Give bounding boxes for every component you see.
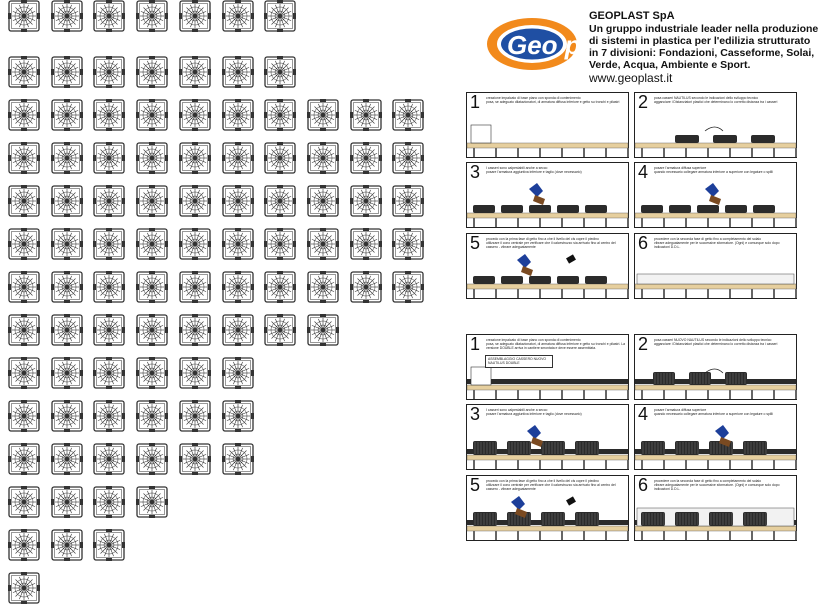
formwork-tile — [93, 56, 125, 88]
step-line-2: quando necessario collegare armatura inferiore a superiore con legature o spilli — [654, 170, 773, 175]
formwork-tile — [350, 271, 382, 303]
formwork-tile — [8, 271, 40, 303]
step-line-2: posare l'armatura aggiuntiva inferiore e taglio (dove necessario) — [486, 170, 582, 175]
formwork-tile — [51, 400, 83, 432]
step-number: 6 — [638, 475, 649, 495]
step-panel-2-1 — [466, 334, 629, 400]
formwork-tile — [51, 0, 83, 30]
step-number: 3 — [470, 404, 481, 424]
formwork-tile — [8, 99, 40, 131]
formwork-tile — [179, 400, 211, 432]
formwork-tile — [93, 0, 125, 30]
formwork-tile — [8, 357, 40, 389]
formwork-tile — [307, 99, 339, 131]
step-line-2: posa, se adeguato dilatazionatori, di armatura diffusa inferiore e getto su tronchi e pilastri — [486, 100, 620, 105]
formwork-tile — [350, 185, 382, 217]
geoplast-logo — [485, 14, 626, 74]
formwork-tile — [222, 443, 254, 475]
formwork-tile — [307, 185, 339, 217]
step-line-2: vibrare adeguatamente per le successive sformature. (Ogni) e comunque solo dopo indicazioni D.D.L. — [654, 241, 780, 250]
formwork-tile — [8, 142, 40, 174]
website-link[interactable]: www.geoplast.it — [589, 71, 673, 85]
formwork-tile — [136, 271, 168, 303]
step-line-1: I casseri sono calpestabili anche a secco — [486, 408, 548, 412]
formwork-tile — [222, 142, 254, 174]
formwork-tile — [179, 443, 211, 475]
formwork-tile — [136, 185, 168, 217]
step-illustration — [635, 183, 796, 234]
step-panel-1-3 — [466, 162, 629, 228]
step-instructions — [654, 479, 794, 492]
formwork-tile — [136, 357, 168, 389]
tagline-line-2: di sistemi in plastica per l'edilizia strutturato — [589, 35, 811, 47]
formwork-tile — [8, 0, 40, 30]
step-illustration — [467, 496, 628, 547]
step-panel-2-5 — [466, 475, 629, 541]
formwork-tile — [392, 99, 424, 131]
step-instructions — [654, 96, 794, 104]
logo-g-text: Geo plast — [507, 30, 626, 60]
step-instructions — [654, 166, 794, 174]
formwork-tile — [51, 271, 83, 303]
formwork-tile — [8, 572, 40, 604]
formwork-tile — [222, 56, 254, 88]
step-line-1: posare l'armatura diffusa superiore — [654, 408, 707, 412]
step-instructions — [654, 408, 794, 416]
formwork-tile — [93, 529, 125, 561]
step-illustration — [635, 425, 796, 476]
formwork-tile — [93, 357, 125, 389]
step-line-1: creazione impalcato di base piano con sponda di contenimento — [486, 338, 581, 342]
step-line-2: utilizzare il cono centrale per verificare che il calcestruzzo sia arrivato fino al centro del cassero - vibrare adeguatamente — [486, 241, 616, 250]
formwork-tile — [136, 142, 168, 174]
step-illustration — [635, 496, 796, 547]
step-line-1: I casseri sono calpestabili anche a secco — [486, 166, 548, 170]
formwork-tile — [307, 271, 339, 303]
step-number: 5 — [470, 475, 481, 495]
formwork-tile — [93, 271, 125, 303]
step-panel-2-3 — [466, 404, 629, 470]
assembly-label: ASSEMBLAGGIO CASSERO NUOVO NAUTILUS DOUBLE — [485, 355, 553, 368]
step-line-2: vibrare adeguatamente per le successive sformature. (Ogni) e comunque solo dopo indicazioni D.D.L. — [654, 483, 780, 492]
formwork-tile — [93, 99, 125, 131]
formwork-tile — [179, 357, 211, 389]
formwork-tile — [222, 99, 254, 131]
step-illustration — [635, 254, 796, 305]
formwork-tile — [93, 142, 125, 174]
formwork-tile — [179, 142, 211, 174]
formwork-tile — [307, 228, 339, 260]
formwork-tile — [222, 228, 254, 260]
formwork-tile — [136, 314, 168, 346]
formwork-tile — [392, 185, 424, 217]
step-instructions — [654, 338, 794, 346]
formwork-tile — [8, 486, 40, 518]
formwork-tile — [136, 99, 168, 131]
step-number: 1 — [470, 92, 481, 112]
formwork-tile — [222, 0, 254, 30]
formwork-tile — [222, 185, 254, 217]
formwork-tile — [179, 314, 211, 346]
formwork-tile — [392, 228, 424, 260]
formwork-tile — [264, 99, 296, 131]
formwork-tile — [51, 529, 83, 561]
step-line-2: posa, se adeguato dilatazionatori, di armatura diffusa inferiore e getto su tronchi e pilastri. La versione DOUBLE arriva in cantiere smontata e deve essere assemblata. — [486, 342, 626, 351]
step-number: 4 — [638, 162, 649, 182]
formwork-tile — [264, 0, 296, 30]
step-instructions — [486, 166, 626, 174]
formwork-tile — [350, 99, 382, 131]
step-line-1: procedere con la seconda fase di getto fino a completamento del solaio — [654, 479, 762, 483]
step-illustration — [635, 113, 796, 164]
formwork-tile — [8, 529, 40, 561]
formwork-tile — [93, 185, 125, 217]
step-line-1: posare l'armatura diffusa superiore — [654, 166, 707, 170]
tagline-line-4: Verde, Acqua, Ambiente e Sport. — [589, 59, 751, 71]
formwork-tile — [222, 271, 254, 303]
step-illustration — [635, 355, 796, 406]
step-instructions — [486, 408, 626, 416]
step-instructions — [486, 479, 626, 492]
formwork-tile — [93, 443, 125, 475]
formwork-tile — [222, 357, 254, 389]
tagline-line-1: Un gruppo industriale leader nella produzione — [589, 23, 818, 35]
step-line-2: agganciare i Distanziatori plastici che determinano lo corretto distanza tra i casseri — [654, 342, 778, 347]
step-line-2: utilizzare il cono centrale per verificare che il calcestruzzo sia arrivato fino al centro del cassero - vibrare adeguatamente — [486, 483, 616, 492]
step-number: 6 — [638, 233, 649, 253]
step-number: 1 — [470, 334, 481, 354]
formwork-tile — [51, 443, 83, 475]
formwork-tile — [8, 56, 40, 88]
step-number: 3 — [470, 162, 481, 182]
formwork-tile — [136, 443, 168, 475]
step-line-1: procedere con la seconda fase di getto fino a completamento del solaio — [654, 237, 762, 241]
step-instructions — [654, 237, 794, 250]
formwork-tile — [136, 486, 168, 518]
formwork-tile — [264, 142, 296, 174]
formwork-tile — [93, 314, 125, 346]
company-name: GEOPLAST SpA — [589, 10, 675, 22]
formwork-tile — [179, 56, 211, 88]
formwork-tile — [264, 228, 296, 260]
formwork-tile — [8, 400, 40, 432]
formwork-tile — [93, 486, 125, 518]
formwork-tile — [179, 99, 211, 131]
formwork-tile — [136, 400, 168, 432]
step-line-1: posa casseri NAUTILUS secondo le indicazioni dello sviluppo tecnico — [654, 96, 759, 100]
formwork-tile — [51, 56, 83, 88]
formwork-tile — [307, 314, 339, 346]
step-line-2: posare l'armatura aggiuntiva inferiore e taglio (dove necessario) — [486, 412, 582, 417]
step-line-1: procedo con la prima fase di getto fino a che il livello del cls copre il piedino — [486, 479, 599, 483]
step-number: 4 — [638, 404, 649, 424]
formwork-tile — [222, 314, 254, 346]
formwork-tile — [179, 0, 211, 30]
step-instructions — [486, 237, 626, 250]
formwork-tile — [264, 185, 296, 217]
formwork-tile — [222, 400, 254, 432]
formwork-tile — [136, 56, 168, 88]
step-number: 2 — [638, 92, 649, 112]
formwork-tile — [51, 142, 83, 174]
formwork-tile — [51, 185, 83, 217]
formwork-tile — [136, 228, 168, 260]
formwork-tile — [51, 357, 83, 389]
formwork-tile — [264, 314, 296, 346]
step-line-1: creazione impalcato di base piano con sponda di contenimento — [486, 96, 581, 100]
step-instructions — [486, 338, 626, 351]
formwork-tile — [179, 185, 211, 217]
formwork-tile — [51, 99, 83, 131]
step-panel-2-6 — [634, 475, 797, 541]
step-instructions — [486, 96, 626, 104]
step-panel-1-5 — [466, 233, 629, 299]
step-panel-1-2 — [634, 92, 797, 158]
step-illustration — [467, 113, 628, 164]
step-panel-1-1 — [466, 92, 629, 158]
step-line-1: posa casseri NUOVO NAUTILUS secondo le indicazioni dello sviluppo tecnico — [654, 338, 772, 342]
formwork-tile — [307, 142, 339, 174]
step-panel-1-6 — [634, 233, 797, 299]
formwork-tile — [8, 314, 40, 346]
step-line-2: agganciare i Distanziatori plastici che determinano lo corretto distanza tra i casseri — [654, 100, 778, 105]
step-number: 2 — [638, 334, 649, 354]
step-illustration — [467, 254, 628, 305]
formwork-tile — [8, 443, 40, 475]
formwork-tile — [8, 228, 40, 260]
step-number: 5 — [470, 233, 481, 253]
step-illustration — [467, 183, 628, 234]
formwork-tile — [136, 0, 168, 30]
step-line-2: quando necessario collegare armatura inferiore a superiore con legature o spilli — [654, 412, 773, 417]
formwork-tile — [350, 142, 382, 174]
step-line-1: procedo con la prima fase di getto fino a che il livello del cls copre il piedino — [486, 237, 599, 241]
formwork-tile — [392, 271, 424, 303]
formwork-tile — [51, 486, 83, 518]
formwork-tile — [51, 228, 83, 260]
formwork-tile — [264, 56, 296, 88]
company-header — [485, 10, 818, 85]
formwork-tile — [93, 400, 125, 432]
formwork-tile — [350, 228, 382, 260]
formwork-tile — [179, 228, 211, 260]
step-panel-2-4 — [634, 404, 797, 470]
formwork-tile — [51, 314, 83, 346]
formwork-tile — [179, 271, 211, 303]
tagline-line-3: in 7 divisioni: Fondazioni, Casseforme, Solai, — [589, 47, 815, 59]
step-illustration — [467, 425, 628, 476]
formwork-tile — [392, 142, 424, 174]
step-panel-1-4 — [634, 162, 797, 228]
formwork-tile — [264, 271, 296, 303]
formwork-tile — [93, 228, 125, 260]
step-panel-2-2 — [634, 334, 797, 400]
formwork-tile — [8, 185, 40, 217]
